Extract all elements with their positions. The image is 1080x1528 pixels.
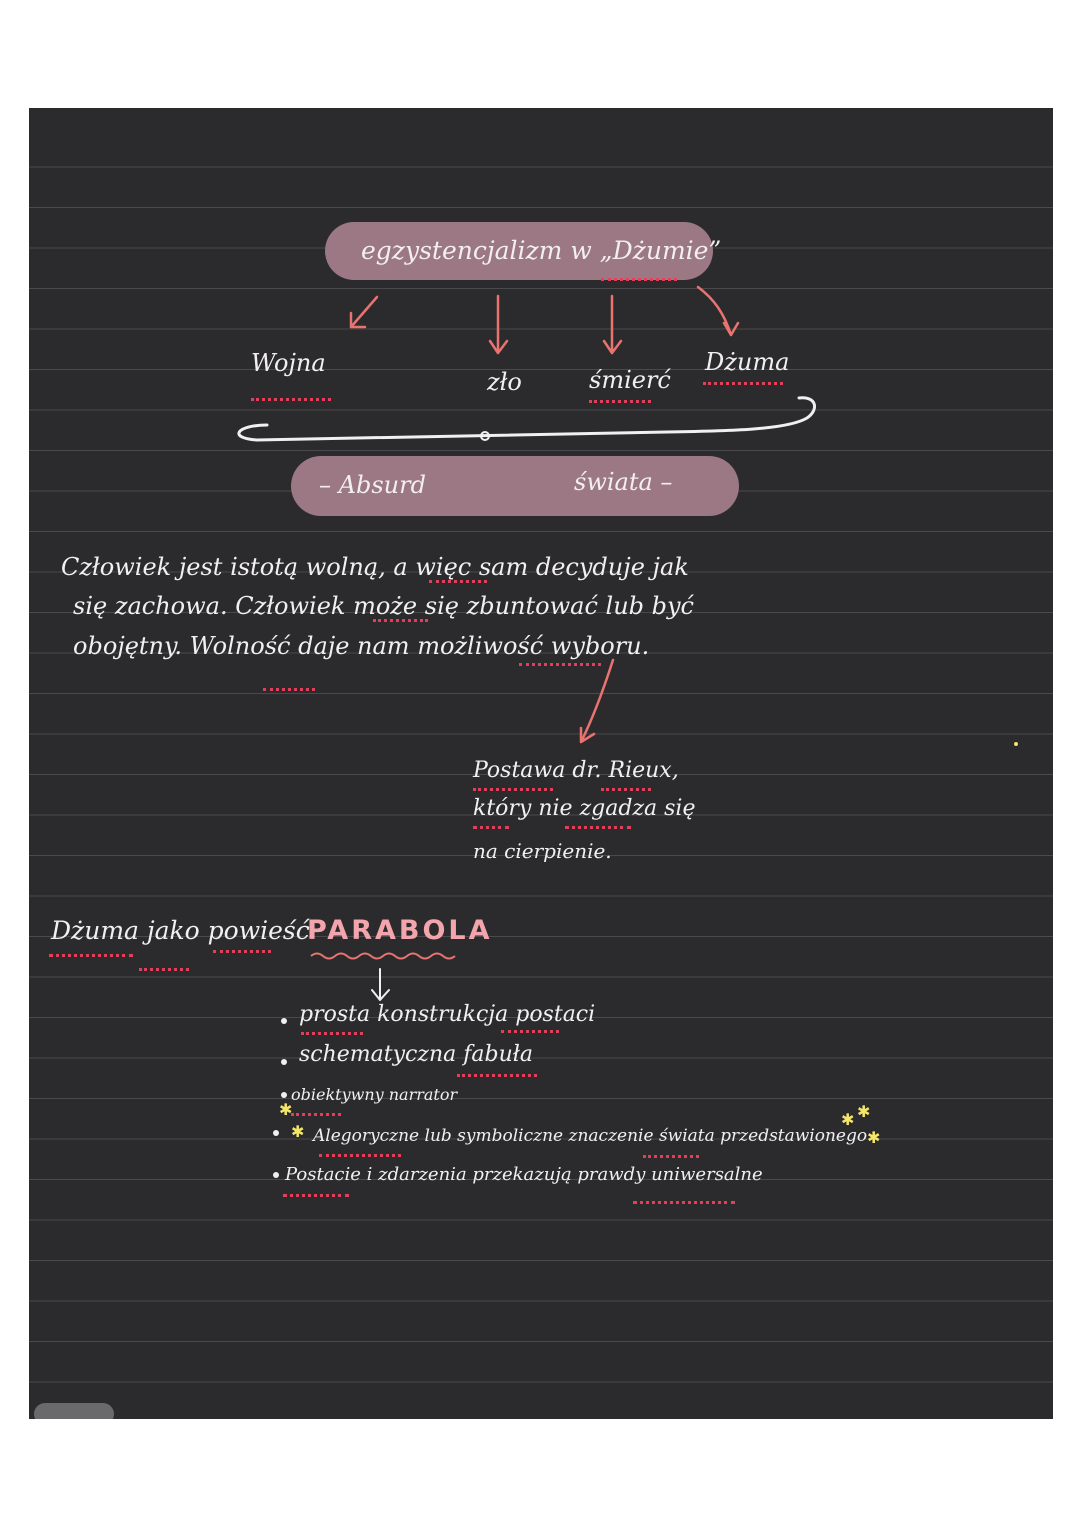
heading-underline-1 bbox=[49, 954, 133, 957]
feature-4-underline-2 bbox=[643, 1155, 699, 1158]
branch-zlo: zło bbox=[487, 368, 522, 396]
rieux-underline-4 bbox=[565, 826, 631, 829]
heading-underline-3 bbox=[213, 950, 271, 953]
title-underline bbox=[601, 278, 677, 281]
rieux-underline-2 bbox=[601, 788, 651, 791]
feature-3: obiektywny narrator bbox=[291, 1085, 458, 1104]
paragraph-line-3: obojętny. Wolność daje nam możliwość wyboru. bbox=[73, 632, 650, 660]
star-icon: ✱ bbox=[841, 1110, 855, 1129]
bullet-4 bbox=[273, 1130, 279, 1136]
bullet-3 bbox=[281, 1092, 287, 1098]
stray-dot bbox=[1014, 742, 1018, 746]
rieux-line-3: na cierpienie. bbox=[473, 839, 612, 863]
rieux-underline-3 bbox=[473, 826, 509, 829]
bullet-5 bbox=[273, 1172, 279, 1178]
rieux-line-1: Postawa dr. Rieux, bbox=[473, 758, 679, 783]
scroll-indicator[interactable] bbox=[34, 1403, 114, 1419]
parabola-heading: Dżuma jako powieść bbox=[51, 916, 310, 945]
feature-1-underline-1 bbox=[301, 1032, 363, 1035]
arrow-to-rieux bbox=[569, 656, 619, 748]
dzuma-underline bbox=[703, 382, 783, 385]
feature-2: schematyczna fabuła bbox=[299, 1042, 533, 1067]
star-icon: ✱ bbox=[867, 1128, 881, 1147]
keyword-wavy-underline bbox=[309, 950, 469, 962]
feature-4: Alegoryczne lub symboliczne znaczenie świata przedstawionego bbox=[313, 1126, 868, 1146]
star-icon: ✱ bbox=[279, 1100, 293, 1119]
star-icon: ✱ bbox=[857, 1102, 871, 1121]
arrow-to-features bbox=[367, 966, 397, 1006]
feature-1: prosta konstrukcja postaci bbox=[299, 1002, 596, 1027]
result-swiata: świata – bbox=[574, 468, 673, 496]
branch-smierc: śmierć bbox=[589, 366, 671, 394]
arrow-to-wojna bbox=[339, 293, 389, 333]
paragraph-underline-2 bbox=[373, 619, 428, 622]
bullet-2 bbox=[281, 1059, 287, 1065]
feature-2-underline bbox=[457, 1074, 537, 1077]
paragraph-underline-3 bbox=[263, 688, 315, 691]
rieux-underline-1 bbox=[473, 788, 553, 791]
arrow-to-dzuma bbox=[694, 283, 744, 343]
feature-5-underline-2 bbox=[633, 1201, 735, 1204]
feature-5-underline-1 bbox=[283, 1194, 349, 1197]
arrow-to-smierc bbox=[599, 293, 629, 358]
paragraph-underline-1 bbox=[429, 580, 487, 583]
heading-underline-2 bbox=[139, 968, 189, 971]
feature-1-underline-2 bbox=[501, 1030, 559, 1033]
star-icon: ✱ bbox=[291, 1122, 305, 1141]
branch-wojna: Wojna bbox=[251, 349, 326, 377]
rieux-line-2: który nie zgadza się bbox=[473, 796, 696, 821]
branch-dzuma: Dżuma bbox=[705, 348, 790, 376]
result-absurd: – Absurd bbox=[319, 471, 426, 499]
feature-4-underline-1 bbox=[319, 1154, 401, 1157]
paragraph-line-1: Człowiek jest istotą wolną, a więc sam decyduje jak bbox=[61, 553, 689, 581]
bullet-1 bbox=[281, 1018, 287, 1024]
parabola-keyword: PARABOLA bbox=[307, 915, 493, 946]
paragraph-line-2: się zachowa. Człowiek może się zbuntować lub być bbox=[73, 592, 694, 620]
note-page bbox=[29, 108, 1053, 1419]
curly-brace bbox=[227, 388, 827, 458]
arrow-to-zlo bbox=[485, 293, 515, 358]
mindmap-title: egzystencjalizm w „Dżumie” bbox=[361, 236, 722, 265]
feature-3-underline bbox=[291, 1113, 341, 1116]
feature-5: Postacie i zdarzenia przekazują prawdy uniwersalne bbox=[285, 1164, 763, 1185]
